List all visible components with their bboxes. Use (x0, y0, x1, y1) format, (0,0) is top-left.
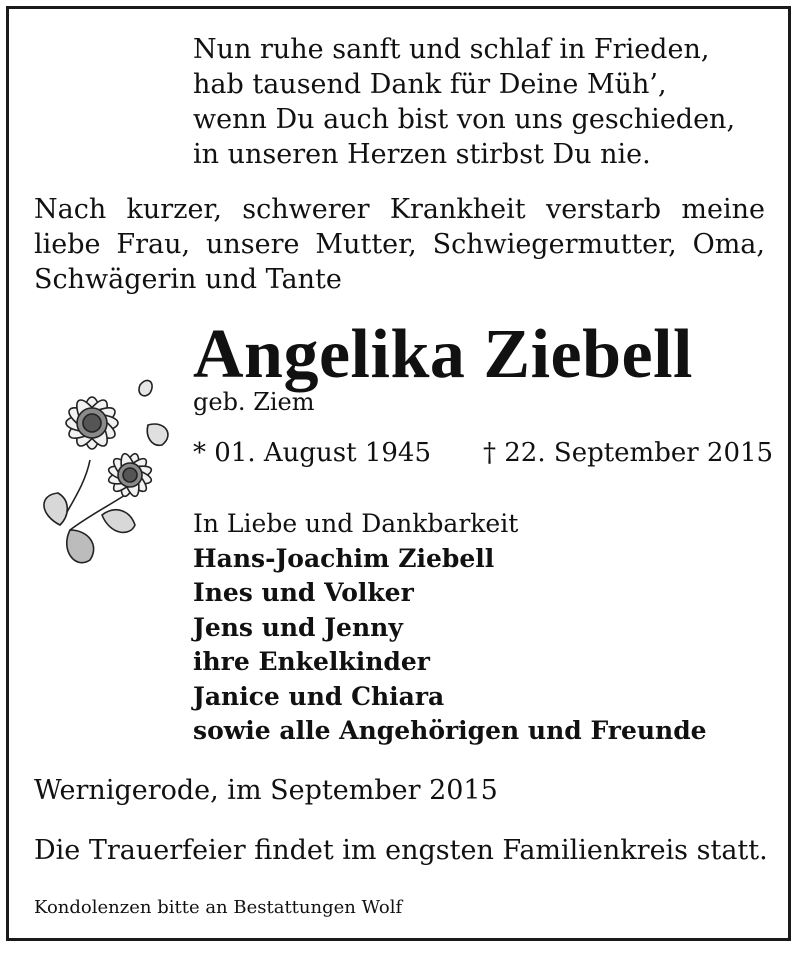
place-date: Wernigerode, im September 2015 (34, 775, 498, 806)
mourner-name: Janice und Chiara (193, 681, 445, 711)
poem-line: hab tausend Dank für Deine Müh’, (193, 69, 667, 100)
mourner-name: Ines und Volker (193, 578, 414, 607)
mourner-name: Jens und Jenny (193, 612, 403, 642)
poem-line: wenn Du auch bist von uns geschieden, (193, 104, 736, 135)
intro-line: liebe Frau, unsere Mutter, Schwiegermutter, Oma, (34, 229, 765, 260)
condolence-note: Kondolenzen bitte an Bestattungen Wolf (34, 897, 403, 918)
mourner-name: ihre Enkelkinder (193, 647, 430, 676)
memorial-poem (193, 32, 735, 172)
birth-date: * 01. August 1945 (193, 438, 432, 468)
poem-line: Nun ruhe sanft und schlaf in Frieden, (193, 34, 710, 65)
deceased-name: Angelika Ziebell (193, 316, 693, 393)
poem-line: in unseren Herzen stirbst Du nie. (193, 139, 651, 170)
mourners-greeting: In Liebe und Dankbarkeit (193, 509, 519, 538)
death-announcement-text (34, 192, 765, 297)
mourners-list (193, 507, 707, 749)
mourner-name: sowie alle Angehörigen und Freunde (193, 716, 707, 745)
intro-line: Schwägerin und Tante (34, 264, 342, 295)
service-note: Die Trauerfeier findet im engsten Familienkreis statt. (34, 835, 768, 866)
intro-line: Nach kurzer, schwerer Krankheit verstarb meine (34, 194, 765, 225)
maiden-name: geb. Ziem (193, 388, 315, 416)
mourner-name: Hans-Joachim Ziebell (193, 543, 495, 573)
sunflower-icon (30, 365, 180, 575)
death-date: † 22. September 2015 (483, 438, 774, 468)
